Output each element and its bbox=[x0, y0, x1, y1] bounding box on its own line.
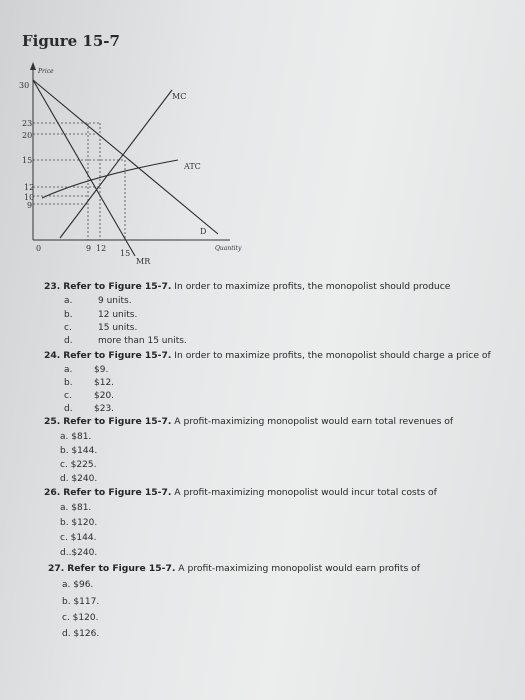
mr-label: MR bbox=[136, 257, 151, 266]
atc-label: ATC bbox=[184, 162, 201, 171]
question-text: A profit-maximizing monopolist would incur total costs of bbox=[174, 487, 437, 498]
x-tick-0: 0 bbox=[36, 244, 42, 253]
q23-option-a: a. 9 units. bbox=[64, 296, 132, 306]
q25-option-c: c. $225. bbox=[60, 460, 97, 470]
q24-option-c: c. $20. bbox=[64, 391, 115, 401]
q23-option-c: c. 15 units. bbox=[64, 323, 138, 333]
question-number: 26. bbox=[44, 487, 61, 498]
q26-option-c: c. $144. bbox=[60, 533, 97, 543]
q25-option-b: b. $144. bbox=[60, 446, 98, 456]
question-23 bbox=[44, 281, 450, 292]
q26-option-b: b. $120. bbox=[60, 518, 98, 528]
question-27 bbox=[48, 563, 420, 574]
q26-option-a: a. $81. bbox=[60, 503, 92, 513]
q24-option-d: d. $23. bbox=[64, 404, 115, 414]
q27-option-c: c. $120. bbox=[62, 613, 99, 623]
question-ref: Refer to Figure 15-7. bbox=[67, 563, 176, 574]
question-number: 25. bbox=[44, 416, 61, 427]
q27-option-b: b. $117. bbox=[62, 597, 100, 607]
y-tick-23: 23 bbox=[22, 119, 33, 128]
x-axis-label: Quantity bbox=[215, 245, 242, 252]
average-total-cost-curve bbox=[42, 160, 178, 198]
question-text: A profit-maximizing monopolist would earn total revenues of bbox=[174, 416, 454, 427]
question-text: In order to maximize profits, the monopolist should charge a price of bbox=[174, 350, 491, 361]
question-ref: Refer to Figure 15-7. bbox=[63, 281, 172, 292]
question-number: 27. bbox=[48, 563, 65, 574]
q25-option-d: d. $240. bbox=[60, 474, 98, 484]
q27-option-d: d. $126. bbox=[62, 629, 100, 639]
y-tick-10: 10 bbox=[24, 193, 35, 202]
q23-option-b: b. 12 units. bbox=[64, 310, 138, 320]
y-tick-12: 12 bbox=[24, 183, 35, 192]
question-26 bbox=[44, 487, 437, 498]
y-tick-9: 9 bbox=[27, 201, 33, 210]
mc-label: MC bbox=[172, 92, 187, 101]
q24-option-b: b. $12. bbox=[64, 378, 115, 388]
q24-option-a: a. $9. bbox=[64, 365, 109, 375]
x-tick-12: 12 bbox=[96, 244, 107, 253]
question-number: 24. bbox=[44, 350, 61, 361]
question-number: 23. bbox=[44, 281, 61, 292]
question-ref: Refer to Figure 15-7. bbox=[63, 416, 172, 427]
figure-graph bbox=[0, 0, 525, 280]
x-tick-9: 9 bbox=[86, 244, 92, 253]
demand-curve bbox=[33, 80, 218, 234]
question-24 bbox=[44, 350, 491, 361]
dashed-guides bbox=[33, 123, 125, 240]
q23-option-d: d. more than 15 units. bbox=[64, 336, 187, 346]
y-tick-15: 15 bbox=[22, 156, 33, 165]
y-tick-30: 30 bbox=[19, 81, 30, 90]
q27-option-a: a. $96. bbox=[62, 580, 94, 590]
marginal-revenue-curve bbox=[33, 80, 135, 256]
y-axis-label: Price bbox=[38, 68, 54, 75]
x-tick-15: 15 bbox=[120, 249, 131, 258]
demand-label: D bbox=[200, 227, 207, 236]
question-ref: Refer to Figure 15-7. bbox=[63, 350, 172, 361]
figure-title: Figure 15-7 bbox=[22, 32, 120, 50]
question-text: In order to maximize profits, the monopolist should produce bbox=[174, 281, 451, 292]
question-ref: Refer to Figure 15-7. bbox=[63, 487, 172, 498]
y-tick-20: 20 bbox=[22, 131, 33, 140]
q26-option-d: d..$240. bbox=[60, 548, 98, 558]
q25-option-a: a. $81. bbox=[60, 432, 92, 442]
question-25 bbox=[44, 416, 453, 427]
y-axis-arrow-icon bbox=[30, 62, 36, 70]
question-text: A profit-maximizing monopolist would earn profits of bbox=[178, 563, 421, 574]
